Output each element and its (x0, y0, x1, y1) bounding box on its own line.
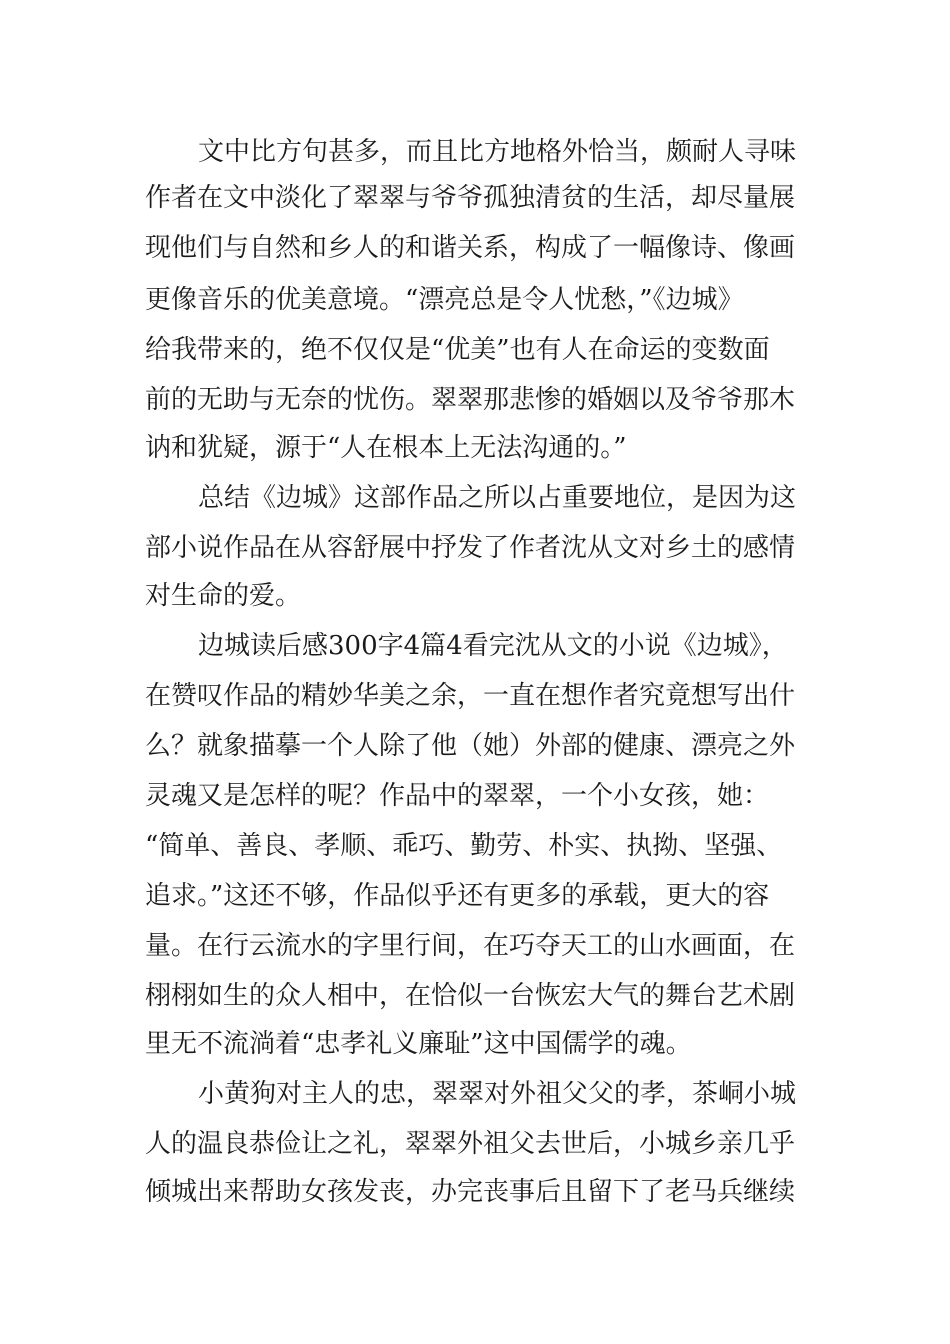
text-line (0, 1074, 950, 1114)
text-line (0, 726, 950, 766)
text-line (0, 676, 950, 716)
text-line-content: 么？就象描摹一个人除了他（她）外部的健康、漂亮之外 (145, 731, 796, 761)
text-line (0, 1172, 950, 1212)
text-line-content: 给我带来的，绝不仅仅是“优美”也有人在命运的变数面 (145, 335, 770, 365)
text-line-content: 部小说作品在从容舒展中抒发了作者沈从文对乡土的感情 (145, 533, 796, 563)
text-line-content: 现他们与自然和乡人的和谐关系，构成了一幅像诗、像画 (145, 233, 796, 263)
text-line-content: 追求。”这还不够，作品似乎还有更多的承载，更大的容 (145, 881, 770, 911)
text-line-content: 灵魂又是怎样的呢？作品中的翠翠，一个小女孩，她： (145, 781, 770, 811)
text-line (0, 478, 950, 518)
text-line (0, 428, 950, 468)
text-line-content: 文中比方句甚多，而且比方地格外恰当，颇耐人寻味 (198, 137, 797, 167)
text-line (0, 380, 950, 420)
text-line (0, 330, 950, 370)
text-line-content: 总结《边城》这部作品之所以占重要地位，是因为这 (198, 483, 797, 513)
text-line (0, 926, 950, 966)
text-line (0, 576, 950, 616)
text-line (0, 228, 950, 268)
text-line-content: 前的无助与无奈的忧伤。翠翠那悲惨的婚姻以及爷爷那木 (145, 385, 796, 415)
text-line-content: 量。在行云流水的字里行间，在巧夺天工的山水画面，在 (145, 931, 796, 961)
text-line-content: 作者在文中淡化了翠翠与爷爷孤独清贫的生活，却尽量展 (145, 183, 796, 213)
text-line-content: 对生命的爱。 (145, 581, 302, 611)
text-line (0, 280, 950, 320)
text-line-content: 人的温良恭俭让之礼，翠翠外祖父去世后，小城乡亲几乎 (145, 1129, 796, 1159)
text-line-content: 倾城出来帮助女孩发丧，办完丧事后且留下了老马兵继续 (145, 1177, 796, 1207)
text-line-content: “简单、善良、孝顺、乖巧、勤劳、朴实、执拗、坚强、 (145, 831, 783, 861)
text-line (0, 826, 950, 866)
text-line-content: 里无不流淌着“忠孝礼义廉耻”这中国儒学的魂。 (145, 1029, 692, 1059)
text-line (0, 178, 950, 218)
text-line-content: 讷和犹疑，源于“人在根本上无法沟通的。” (145, 433, 627, 463)
text-line-content: 栩栩如生的众人相中，在恰似一台恢宏大气的舞台艺术剧 (145, 981, 796, 1011)
text-line (0, 1024, 950, 1064)
text-line (0, 528, 950, 568)
text-line (0, 1124, 950, 1164)
text-line-content: 更像音乐的优美意境。“漂亮总是令人忧愁，”《边城》 (145, 285, 744, 315)
text-line (0, 626, 950, 666)
text-line (0, 776, 950, 816)
text-line (0, 132, 950, 172)
text-line-content: 边城读后感300字4篇4看完沈从文的小说《边城》， (198, 631, 788, 661)
text-line (0, 976, 950, 1016)
text-line-content: 在赞叹作品的精妙华美之余，一直在想作者究竟想写出什 (145, 681, 796, 711)
text-line-content: 小黄狗对主人的忠，翠翠对外祖父父的孝，茶峒小城 (198, 1079, 797, 1109)
text-line (0, 876, 950, 916)
